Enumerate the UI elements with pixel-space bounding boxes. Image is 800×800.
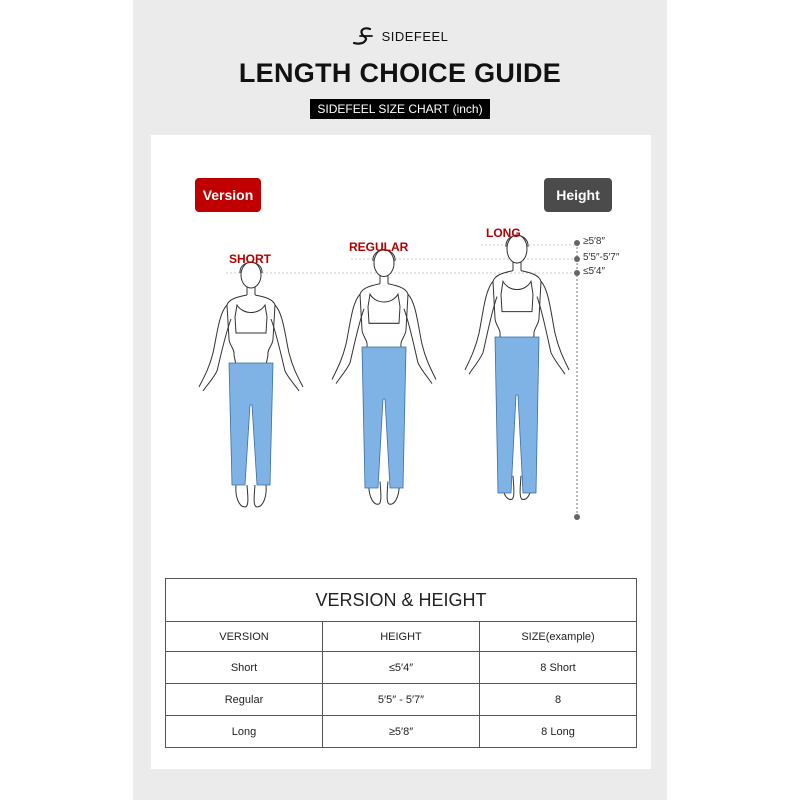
guide-card — [151, 135, 651, 769]
cell-size: 8 — [480, 684, 637, 716]
page-title: LENGTH CHOICE GUIDE — [238, 58, 562, 88]
column-header-height: HEIGHT — [323, 622, 480, 652]
height-label-tall: ≥5′8″ — [583, 236, 606, 247]
height-label-medium: 5′5″-5′7″ — [583, 252, 620, 263]
cell-size: 8 Short — [480, 652, 637, 684]
size-guide-page — [133, 0, 667, 800]
version-label-regular: REGULAR — [349, 240, 409, 254]
table-row — [166, 684, 637, 716]
cell-version: Long — [166, 716, 323, 748]
version-label-short: SHORT — [229, 252, 271, 266]
cell-version: Regular — [166, 684, 323, 716]
version-label-long: LONG — [486, 226, 521, 240]
page-subtitle: SIDEFEEL SIZE CHART (inch) — [310, 99, 489, 119]
height-badge: Height — [544, 178, 612, 212]
height-label-short: ≤5′4″ — [583, 266, 606, 277]
brand-header — [133, 24, 667, 48]
brand-name: SIDEFEEL — [381, 28, 449, 44]
column-header-version: VERSION — [166, 622, 323, 652]
column-header-size: SIZE(example) — [480, 622, 637, 652]
length-figures-illustration — [151, 135, 651, 535]
version-height-table — [165, 578, 637, 748]
cell-size: 8 Long — [480, 716, 637, 748]
cell-height: ≥5′8″ — [323, 716, 480, 748]
cell-height: 5′5″ - 5′7″ — [323, 684, 480, 716]
cell-height: ≤5′4″ — [323, 652, 480, 684]
table-title: VERSION & HEIGHT — [166, 579, 637, 622]
table-row — [166, 652, 637, 684]
version-badge: Version — [195, 178, 261, 212]
sidefeel-logo-icon — [352, 26, 376, 46]
table-row — [166, 716, 637, 748]
cell-version: Short — [166, 652, 323, 684]
